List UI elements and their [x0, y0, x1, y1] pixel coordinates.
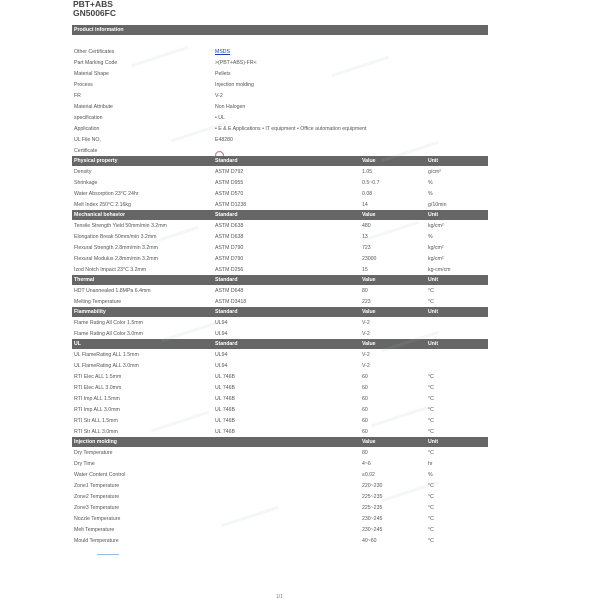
property-name: Tensile Strength Yield 50mm/min 3.2mm — [74, 223, 167, 229]
section-header-cell: Standard — [215, 309, 238, 315]
standard: ASTM D790 — [215, 245, 244, 251]
value: 60 — [362, 385, 368, 391]
unit: % — [428, 191, 433, 197]
standard: UL94 — [215, 363, 228, 369]
info-label: FR — [74, 93, 81, 99]
info-row — [72, 79, 488, 90]
value: 60 — [362, 407, 368, 413]
table-row — [72, 371, 488, 382]
unit: °C — [428, 418, 434, 424]
section-header-cell: Physical property — [74, 158, 118, 164]
unit: °C — [428, 299, 434, 305]
section-header-cell: Mechanical behavior — [74, 212, 126, 218]
product-title — [73, 0, 116, 18]
section-header-cell: Value — [362, 158, 376, 164]
msds-link[interactable]: MSDS — [215, 49, 230, 55]
property-name: Water Absorption 23°C 24hr — [74, 191, 139, 197]
table-row — [72, 513, 488, 524]
table-row — [72, 524, 488, 535]
property-name: Flame Rating All Color 3.0mm — [74, 331, 143, 337]
property-name: Elongation Break 50mm/min 3.2mm — [74, 234, 157, 240]
section-header-cell: Value — [362, 309, 376, 315]
info-label: UL File NO. — [74, 137, 101, 143]
property-name: UL FlameRating ALL 3.0mm — [74, 363, 139, 369]
standard: UL94 — [215, 331, 228, 337]
unit: % — [428, 180, 433, 186]
product-grade: GN5006FC — [73, 8, 116, 18]
info-row — [72, 46, 488, 57]
info-label: specification — [74, 115, 103, 121]
property-name: RTI Str ALL 1.5mm — [74, 418, 118, 424]
section-header-cell: Unit — [428, 439, 439, 445]
section-header-cell: Flammability — [74, 309, 106, 315]
standard: ASTM D256 — [215, 267, 244, 273]
property-name: Melting Temperature — [74, 299, 122, 305]
value: V-2 — [362, 352, 370, 358]
standard: ASTM D955 — [215, 180, 244, 186]
info-row — [72, 90, 488, 101]
info-row — [72, 112, 488, 123]
value: 225~235 — [362, 505, 383, 511]
section-gap — [72, 35, 488, 46]
unit: kg/cm² — [428, 223, 444, 229]
value: 230~245 — [362, 516, 383, 522]
info-row — [72, 123, 488, 134]
table-row — [72, 393, 488, 404]
section-header-cell: UL — [74, 341, 81, 347]
value: 80 — [362, 450, 368, 456]
table-row — [72, 317, 488, 328]
info-row — [72, 145, 488, 156]
unit: °C — [428, 429, 434, 435]
property-name: Dry Temperature — [74, 450, 113, 456]
unit: °C — [428, 527, 434, 533]
property-name: Dry Time — [74, 461, 95, 467]
table-row — [72, 382, 488, 393]
unit: °C — [428, 407, 434, 413]
section-header — [72, 307, 488, 317]
section-header — [72, 156, 488, 166]
info-row — [72, 134, 488, 145]
property-name: Nozzle Temperature — [74, 516, 121, 522]
value: 4~6 — [362, 461, 371, 467]
unit: kg/cm² — [428, 256, 444, 262]
table-row — [72, 199, 488, 210]
table-row — [72, 458, 488, 469]
value: 60 — [362, 429, 368, 435]
value: 1.05 — [362, 169, 373, 175]
property-name: Flexural Strength 2.8mm/min 3.2mm — [74, 245, 158, 251]
value: 15 — [362, 267, 368, 273]
value: 40~60 — [362, 538, 377, 544]
standard: ASTM D3418 — [215, 299, 247, 305]
product-material: PBT+ABS — [73, 0, 113, 9]
table-row — [72, 253, 488, 264]
value: 480 — [362, 223, 371, 229]
value: 14 — [362, 202, 368, 208]
property-name: RTI Elec ALL 1.5mm — [74, 374, 122, 380]
info-value: V-2 — [215, 93, 223, 99]
standard: ASTM D790 — [215, 256, 244, 262]
table-row — [72, 426, 488, 437]
section-header-cell: Standard — [215, 158, 238, 164]
table-row — [72, 415, 488, 426]
table-row — [72, 469, 488, 480]
unit: °C — [428, 396, 434, 402]
unit: °C — [428, 450, 434, 456]
standard: ASTM D792 — [215, 169, 244, 175]
value: 60 — [362, 374, 368, 380]
info-label: Other Certificates — [74, 49, 115, 55]
info-value: • UL — [215, 115, 225, 121]
unit: °C — [428, 494, 434, 500]
standard: ASTM D648 — [215, 288, 244, 294]
unit: g/10min — [428, 202, 447, 208]
page-number: 1/1 — [276, 594, 283, 600]
value: 60 — [362, 396, 368, 402]
value: 723 — [362, 245, 371, 251]
value: V-2 — [362, 363, 370, 369]
info-value: >(PBT+ABS)-FR< — [215, 60, 257, 66]
value: 220~230 — [362, 483, 383, 489]
section-header — [72, 210, 488, 220]
value: 60 — [362, 418, 368, 424]
section-header-cell: Thermal — [74, 277, 95, 283]
section-header-cell: Unit — [428, 158, 439, 164]
value: 230~245 — [362, 527, 383, 533]
section-header-cell: Unit — [428, 212, 439, 218]
info-label: Application — [74, 126, 100, 132]
datasheet-table — [72, 25, 488, 546]
standard: UL 746B — [215, 418, 235, 424]
section-header-cell: Value — [362, 212, 376, 218]
property-name: RTI Imp ALL 1.5mm — [74, 396, 120, 402]
property-name: Water Content Control — [74, 472, 126, 478]
info-row — [72, 57, 488, 68]
table-row — [72, 220, 488, 231]
info-label: Material Attribute — [74, 104, 113, 110]
section-header-cell: Value — [362, 439, 376, 445]
property-name: Zone3 Temperature — [74, 505, 120, 511]
info-label: Certificate — [74, 148, 98, 154]
section-header-cell: Injection molding — [74, 439, 117, 445]
property-name: Melt Temperature — [74, 527, 115, 533]
standard: UL 746B — [215, 374, 235, 380]
info-label: Part Marking Code — [74, 60, 118, 66]
table-row — [72, 231, 488, 242]
table-row — [72, 166, 488, 177]
value: 223 — [362, 299, 371, 305]
value: 0.08 — [362, 191, 373, 197]
standard: ASTM D1238 — [215, 202, 247, 208]
unit: kg-cm/cm — [428, 267, 451, 273]
table-row — [72, 188, 488, 199]
section-header — [72, 437, 488, 447]
unit: °C — [428, 288, 434, 294]
property-name: Melt Index 250°C 2.16kg — [74, 202, 131, 208]
standard: ASTM D570 — [215, 191, 244, 197]
section-header — [72, 339, 488, 349]
property-name: Izod Notch Impact 23°C 3.2mm — [74, 267, 147, 273]
table-row — [72, 328, 488, 339]
unit: g/cm² — [428, 169, 441, 175]
table-row — [72, 360, 488, 371]
table-row — [72, 502, 488, 513]
section-header-cell: Unit — [428, 309, 439, 315]
table-row — [72, 285, 488, 296]
section-header-cell: Unit — [428, 341, 439, 347]
section-header-cell: Standard — [215, 277, 238, 283]
table-row — [72, 535, 488, 546]
section-header-cell: Value — [362, 277, 376, 283]
standard: UL 746B — [215, 407, 235, 413]
info-value: Injection molding — [215, 82, 254, 88]
table-row — [72, 349, 488, 360]
property-name: Mould Temperature — [74, 538, 119, 544]
value: V-2 — [362, 331, 370, 337]
footer-link[interactable] — [97, 554, 119, 555]
standard: ASTM D638 — [215, 234, 244, 240]
section-header-cell: Standard — [215, 212, 238, 218]
standard: UL94 — [215, 352, 228, 358]
property-name: Flame Rating All Color 1.5mm — [74, 320, 143, 326]
property-name: HDT Unannealed 1.8MPa 6.4mm — [74, 288, 151, 294]
info-label: Material Shape — [74, 71, 109, 77]
standard: UL94 — [215, 320, 228, 326]
property-name: Density — [74, 169, 92, 175]
unit: °C — [428, 374, 434, 380]
table-row — [72, 480, 488, 491]
info-label: Process — [74, 82, 93, 88]
section-header-cell: Unit — [428, 277, 439, 283]
table-row — [72, 264, 488, 275]
table-row — [72, 177, 488, 188]
unit: °C — [428, 538, 434, 544]
table-row — [72, 242, 488, 253]
unit: % — [428, 234, 433, 240]
property-name: RTI Str ALL 3.0mm — [74, 429, 118, 435]
info-row — [72, 68, 488, 79]
standard: UL 746B — [215, 429, 235, 435]
property-name: Zone2 Temperature — [74, 494, 120, 500]
table-row — [72, 491, 488, 502]
standard: UL 746B — [215, 385, 235, 391]
unit: °C — [428, 385, 434, 391]
value: V-2 — [362, 320, 370, 326]
table-row — [72, 447, 488, 458]
info-value: • E & E Applications • IT equipment • Office automation equipment — [215, 126, 367, 132]
unit: % — [428, 472, 433, 478]
unit: hr — [428, 461, 433, 467]
value: 13 — [362, 234, 368, 240]
section-header-cell: Value — [362, 341, 376, 347]
value: 0.5~0.7 — [362, 180, 380, 186]
unit: °C — [428, 516, 434, 522]
value: 225~235 — [362, 494, 383, 500]
value: ≤0.02 — [362, 472, 375, 478]
unit: °C — [428, 505, 434, 511]
property-name: Shrinkage — [74, 180, 98, 186]
property-name: UL FlameRating ALL 1.5mm — [74, 352, 139, 358]
info-row — [72, 101, 488, 112]
property-name: RTI Imp ALL 3.0mm — [74, 407, 120, 413]
product-info-header — [72, 25, 488, 35]
section-header-label: Product information — [74, 27, 124, 33]
standard: ASTM D638 — [215, 223, 244, 229]
unit: kg/cm² — [428, 245, 444, 251]
property-name: Zone1 Temperature — [74, 483, 120, 489]
section-header — [72, 275, 488, 285]
section-header-cell: Standard — [215, 341, 238, 347]
standard: UL 746B — [215, 396, 235, 402]
value: 23000 — [362, 256, 377, 262]
table-row — [72, 296, 488, 307]
info-value: Pellets — [215, 71, 231, 77]
info-value: E48280 — [215, 137, 233, 143]
property-name: RTI Elec ALL 3.0mm — [74, 385, 122, 391]
value: 80 — [362, 288, 368, 294]
info-value: Non Halogen — [215, 104, 246, 110]
property-name: Flexural Modulus 2.8mm/min 3.2mm — [74, 256, 158, 262]
table-row — [72, 404, 488, 415]
unit: °C — [428, 483, 434, 489]
